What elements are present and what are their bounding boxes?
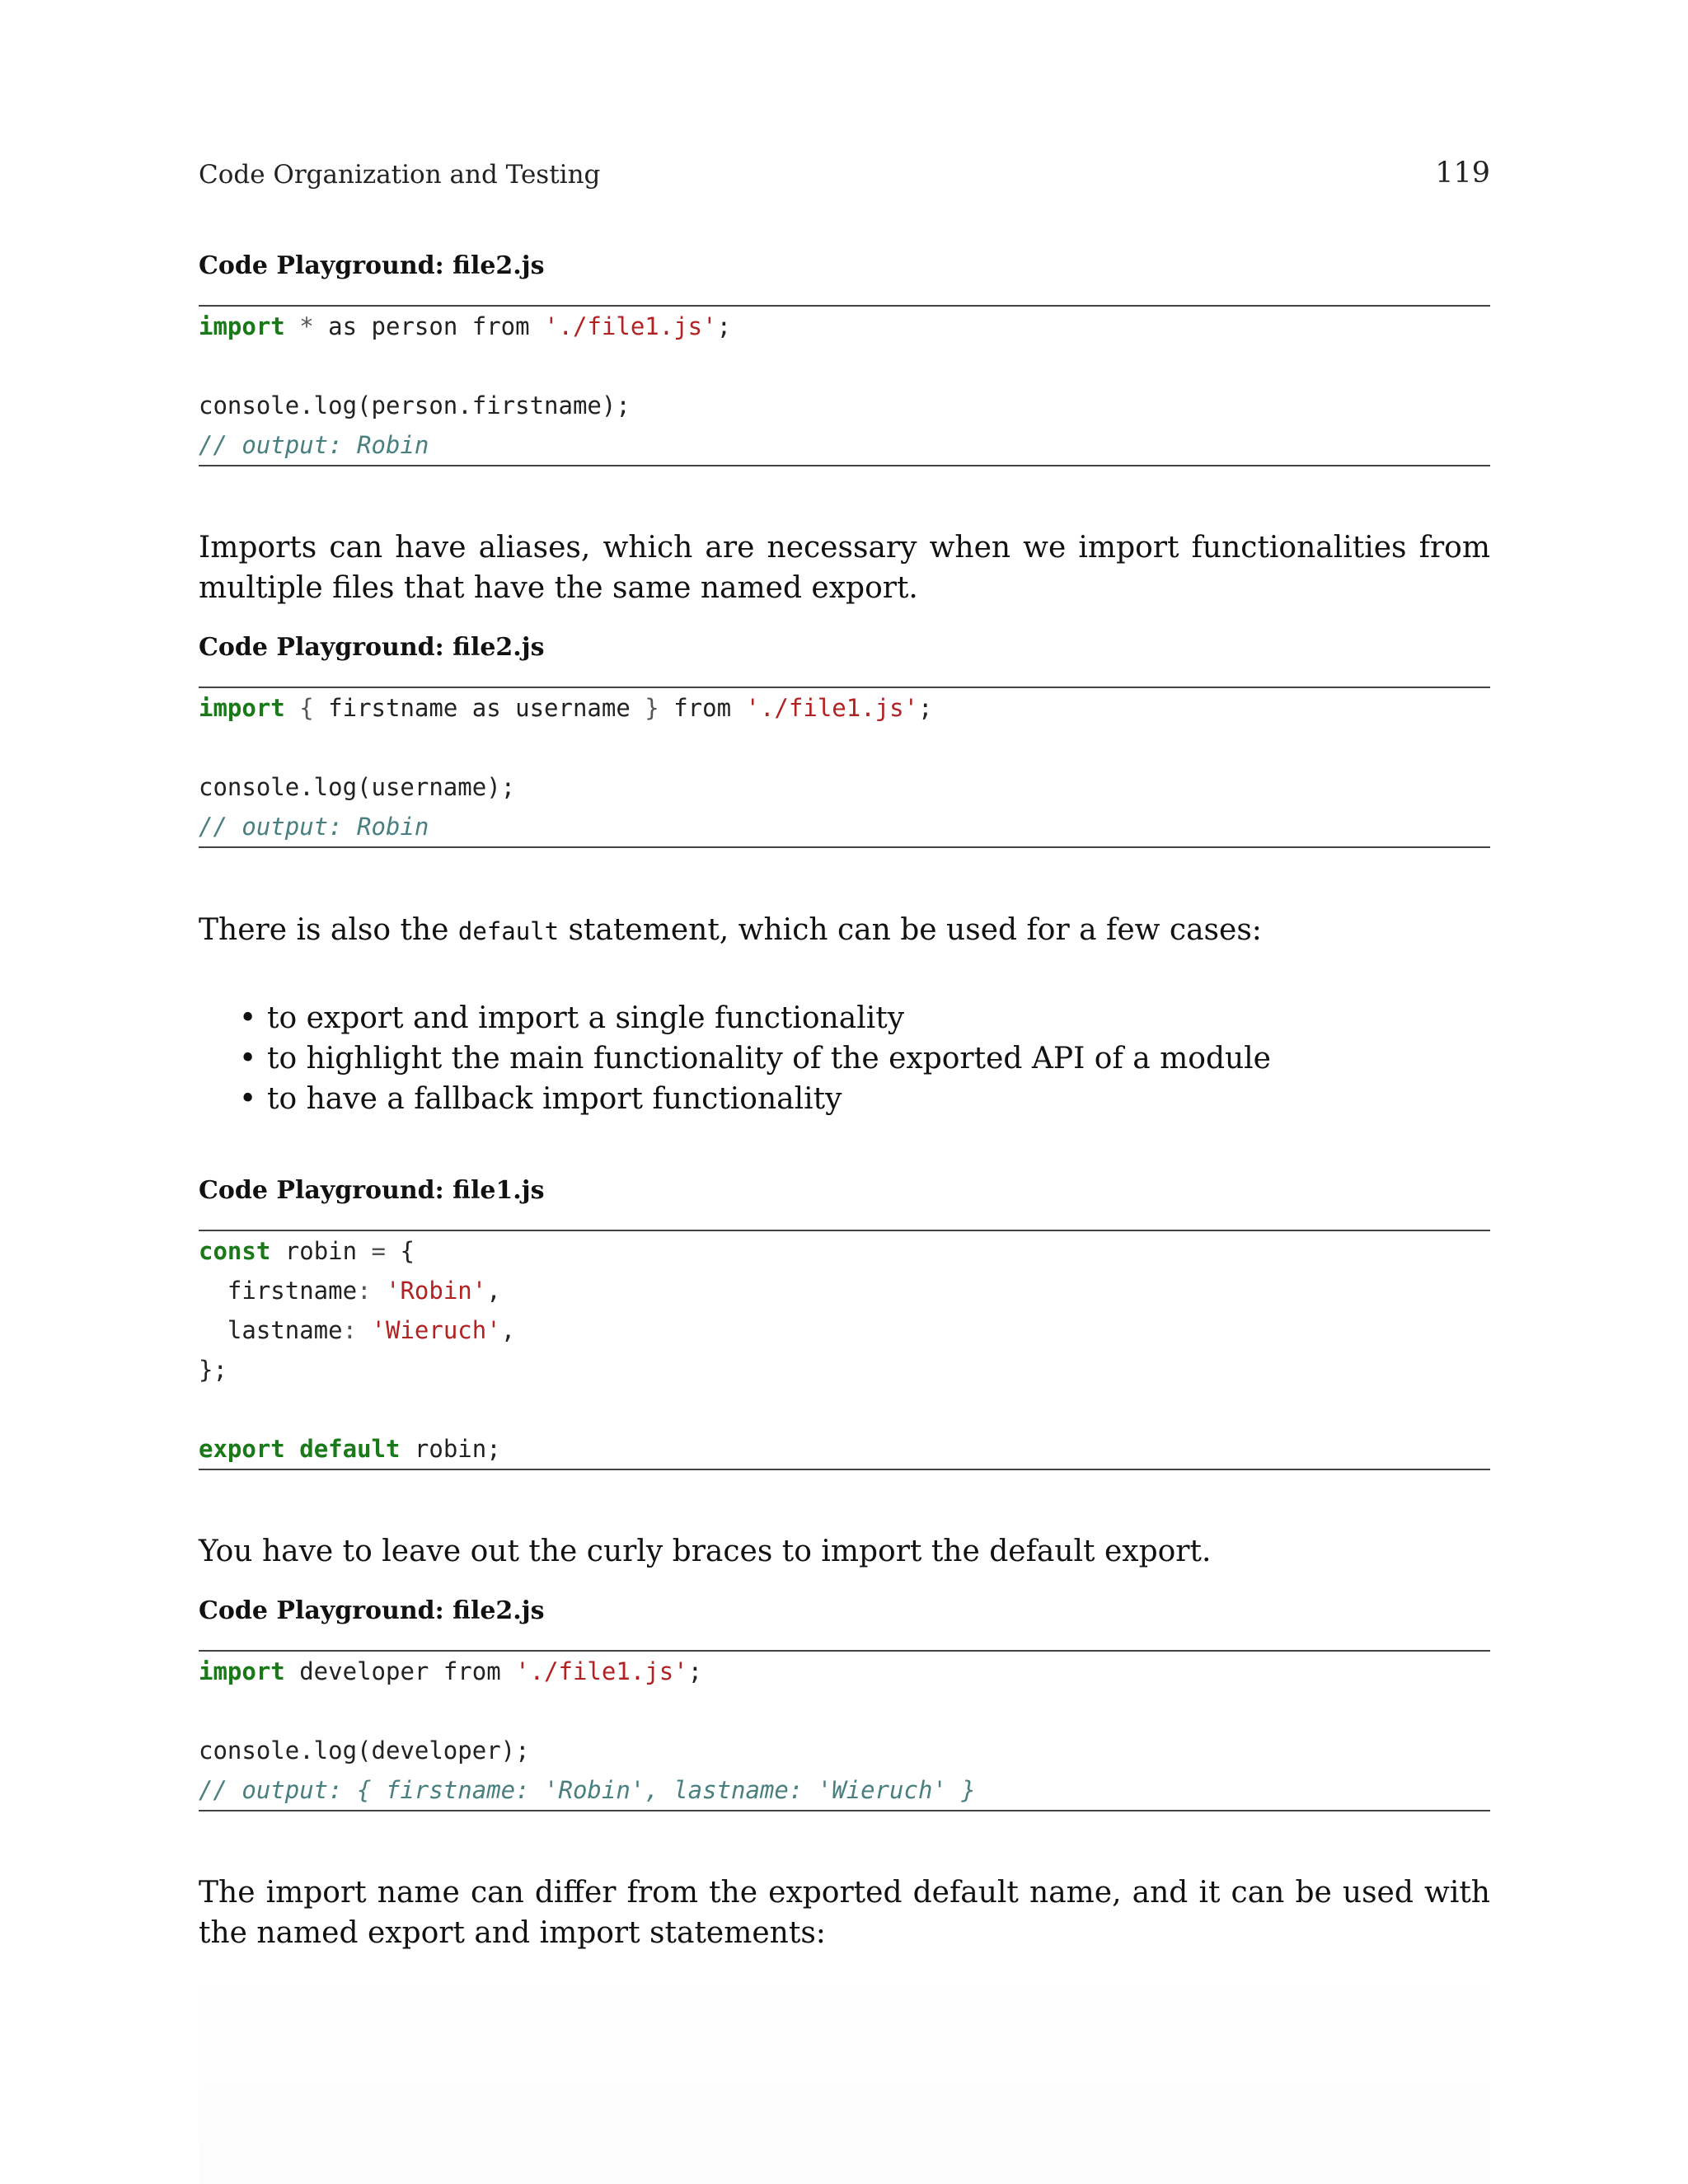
code-line: [199, 1310, 1490, 1350]
code-token: =: [371, 1237, 386, 1265]
code-playground-label: Code Playground: file2.js: [199, 251, 545, 280]
code-token: developer from: [284, 1657, 516, 1685]
chapter-title: Code Organization and Testing: [199, 160, 601, 190]
code-token: ;: [687, 1657, 703, 1685]
code-line: [199, 767, 1490, 807]
code-token: {: [386, 1237, 415, 1265]
code-token: // output: Robin: [199, 813, 429, 841]
code-token: [285, 312, 299, 340]
code-token: 'Robin': [386, 1277, 487, 1305]
code-line: [199, 386, 1490, 425]
code-token: // output: { firstname: 'Robin', lastname: 'Wieruch' }: [199, 1776, 976, 1804]
code-token: robin: [270, 1237, 372, 1265]
page-number: 119: [1435, 157, 1490, 190]
paragraph-aliases: Imports can have aliases, which are necessary when we import functionalities from multiple files that have the same named export.: [199, 531, 1490, 605]
bullet-list: [239, 998, 1475, 1119]
code-token: // output: Robin: [199, 431, 429, 459]
code-token: };: [199, 1356, 227, 1384]
code-token: console.log(person.firstname);: [199, 391, 631, 419]
code-token: default: [299, 1435, 401, 1463]
paragraph-import-name: The import name can differ from the exported default name, and it can be used with the named export and import statements:: [199, 1876, 1490, 1950]
code-token: export: [199, 1435, 285, 1463]
code-line: [199, 1350, 1490, 1390]
code-line: [199, 1231, 1490, 1271]
bullet-item: • to highlight the main functionality of the exported API of a module: [239, 1038, 1475, 1079]
code-token: {: [299, 694, 314, 722]
code-token: ,: [500, 1316, 516, 1344]
code-playground-label: Code Playground: file2.js: [199, 1596, 545, 1625]
page-bottom-shade: [199, 1961, 1490, 2184]
paragraph-default-statement: [199, 910, 1490, 952]
code-token: :: [357, 1277, 372, 1305]
paragraph-text-after: statement, which can be used for a few cases:: [559, 913, 1262, 947]
code-token: import: [199, 312, 285, 340]
code-token: [357, 1316, 371, 1344]
bullet-item: • to export and import a single functionality: [239, 998, 1475, 1038]
code-line: [199, 346, 1490, 386]
code-token: './file1.js': [745, 694, 919, 722]
code-block: [199, 687, 1490, 848]
code-line: [199, 1271, 1490, 1310]
code-token: import: [199, 694, 285, 722]
code-token: [372, 1277, 386, 1305]
code-block: [199, 1230, 1490, 1470]
code-line: [199, 688, 1490, 728]
code-block: [199, 1650, 1490, 1811]
paragraph-text-before: There is also the: [199, 913, 458, 947]
code-line: [199, 1390, 1490, 1429]
code-token: firstname as username: [313, 694, 645, 722]
bullet-item: • to have a fallback import functionality: [239, 1079, 1475, 1119]
code-line: [199, 307, 1490, 346]
paragraph-curly-braces: You have to leave out the curly braces to import the default export.: [199, 1535, 1212, 1568]
code-token: *: [299, 312, 314, 340]
code-line: [199, 807, 1490, 846]
code-token: './file1.js': [515, 1657, 688, 1685]
code-line: [199, 1731, 1490, 1770]
code-token: const: [199, 1237, 271, 1265]
code-line: [199, 1429, 1490, 1469]
code-token: 'Wieruch': [371, 1316, 501, 1344]
code-token: ;: [716, 312, 732, 340]
code-line: [199, 1691, 1490, 1731]
code-playground-label: Code Playground: file2.js: [199, 633, 545, 662]
code-token: console.log(developer);: [199, 1736, 530, 1765]
code-line: [199, 425, 1490, 465]
code-playground-label: Code Playground: file1.js: [199, 1176, 545, 1205]
code-token: firstname: [199, 1277, 358, 1305]
code-block: [199, 305, 1490, 466]
code-token: ;: [918, 694, 933, 722]
code-token: [285, 694, 299, 722]
code-token: as person from: [313, 312, 545, 340]
code-line: [199, 1770, 1490, 1810]
code-token: :: [342, 1316, 358, 1344]
code-token: robin;: [400, 1435, 501, 1463]
code-line: [199, 728, 1490, 767]
inline-code: default: [457, 917, 560, 945]
code-token: }: [645, 694, 659, 722]
code-token: from: [659, 694, 746, 722]
code-token: lastname: [199, 1316, 343, 1344]
code-token: [285, 1435, 299, 1463]
code-line: [199, 1652, 1490, 1691]
page-header: [199, 157, 1490, 194]
code-token: './file1.js': [544, 312, 717, 340]
code-token: console.log(username);: [199, 773, 516, 801]
code-token: ,: [486, 1277, 501, 1305]
code-token: import: [199, 1657, 285, 1685]
